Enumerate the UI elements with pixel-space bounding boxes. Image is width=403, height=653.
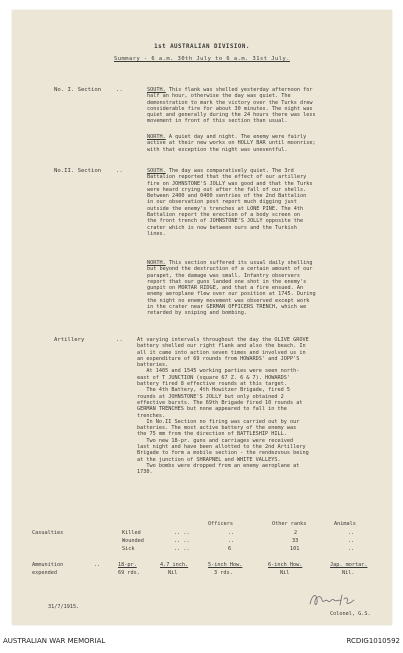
leader-dots: ..: [116, 337, 123, 343]
document-title: 1st AUSTRALIAN DIVISION.: [154, 44, 250, 50]
col-header-officers: Officers: [208, 521, 233, 527]
ammo-value-18pr: 69 rds.: [118, 570, 140, 576]
wounded-animals: ..: [348, 538, 355, 544]
ammo-header-18pr: 18-pr.: [118, 562, 137, 568]
sick-animals: ..: [348, 546, 355, 552]
ammo-value-47inch: Nil: [168, 570, 178, 576]
ammo-value-5inch-how: 3 rds.: [214, 570, 233, 576]
subheading-south: SOUTH.: [147, 168, 166, 174]
section-2-south-body: The day was comparatively quiet. The 3rd Battalion reported that the effect of our artillery fire on JOHNSTONE'S JOLLY was good and that the Turks were heard crying out after the fall of our shells. Between 2400 and 0400 sentries of the 2nd Battalion in our observation post report much digging just outside the enemy's trenches at LONE PINE. The 4th Battalion report the erection of a body screen on the front trench of JOHNSTONE'S JOLLY opposite the crater which is now between ours and the Turkish lines.: [147, 168, 313, 237]
section-1-south-body: This flank was shelled yesterday afternoon for half an hour, otherwise the day was quiet. The demonstration to mark the victory over the Turks drew considerable fire for about 30 minutes. The night was quiet and generally during the 24 hours there was less movement in front of this section than usual.: [147, 87, 316, 125]
row-label-sick: Sick: [122, 546, 135, 552]
wounded-officers: ..: [228, 538, 235, 544]
section-label: No. I. Section: [54, 87, 102, 93]
leader-dots: .. ..: [174, 538, 190, 544]
sick-officers: 6: [228, 546, 232, 552]
wounded-other-ranks: 33: [292, 538, 299, 544]
ammo-header-5inch-how: 5-inch How.: [208, 562, 243, 568]
killed-animals: ..: [348, 530, 355, 536]
section-2-north-body: This section suffered its usual daily shelling but beyond the destruction of a certain amount of our parapet, the damage was small. Infantry observers report that our guns landed one shot in the enemy's gunpit on MORTAR RIDGE, and that a fire ensued. An enemy aeroplane flew over our position at 1745. During the night no enemy movement was observed except work in the crater near GERMAN OFFICERS TRENCH, which we retarded by sniping and bombing.: [147, 260, 316, 317]
document-date: 31/7/1915.: [48, 604, 80, 610]
subheading-north: NORTH.: [147, 134, 166, 140]
ammo-header-47inch: 4.7 inch.: [160, 562, 189, 568]
row-label-killed: Killed: [122, 530, 141, 536]
col-header-other-ranks: Other ranks: [272, 521, 307, 527]
section-2-south-text: [147, 168, 387, 237]
handwritten-signature: [306, 589, 361, 611]
ammo-value-6inch-how: Nil: [280, 570, 290, 576]
sick-other-ranks: 101: [290, 546, 300, 552]
leader-dots: ..: [116, 87, 123, 93]
ammo-header-6inch-how: 6-inch How.: [268, 562, 303, 568]
section-2-north-text: [147, 260, 387, 317]
section-1-north-text: [147, 134, 387, 153]
killed-other-ranks: 2: [294, 530, 298, 536]
leader-dots: ..: [94, 562, 101, 568]
subheading-south: SOUTH.: [147, 87, 166, 93]
ammo-value-jap-mortar: Nil.: [342, 570, 355, 576]
section-1-north-body: A quiet day and night. The enemy were fairly active at their new works on HOLLY BAR until moonrise; with that exception the night was uneventful.: [147, 134, 316, 153]
archive-reference: RCDIG1010592: [346, 637, 400, 645]
col-header-animals: Animals: [334, 521, 356, 527]
signatory-rank: Colonel, G.S.: [330, 611, 371, 617]
leader-dots: ..: [116, 168, 123, 174]
leader-dots: .. ..: [174, 546, 190, 552]
document-summary-line: Summary - 6 a.m. 30th July to 6 a.m. 31st July.: [113, 56, 291, 62]
row-label-wounded: Wounded: [122, 538, 144, 544]
archive-credit: AUSTRALIAN WAR MEMORIAL: [3, 637, 106, 645]
casualties-label: Casualties: [32, 530, 64, 536]
section-label: No.II. Section: [54, 168, 102, 174]
ammo-header-jap-mortar: Jap. mortar.: [330, 562, 368, 568]
leader-dots: .. ..: [174, 530, 190, 536]
section-label: Artillery: [54, 337, 85, 343]
ammunition-label: Ammunition: [32, 562, 64, 568]
document-page: [12, 10, 392, 625]
subheading-north: NORTH.: [147, 260, 166, 266]
section-1-south-text: [147, 87, 387, 125]
artillery-text: At varying intervals throughout the day the OLIVE GROVE battery shelled our right flank and also the beach. In all it came into action seven times and involved us in an expenditure of 69 rounds from HOWARDS' and JOPP'S batteries. At 1405 and 1545 working parties were seen north- east of T JUNCTION (square 67 Z. 6 & 7). HOWARDS' battery fired 8 effective rounds at this target. The 4th Battery, 4th Howitzer Brigade, fired 5 rounds at JOHNSTONE'S JOLLY but only obtained 2 effective bursts. The 69th Brigade fired 10 rounds at GERMAN TRENCHES but none appeared to fall in the trenches. In No.II Section no firing was carried out by our batteries. The most active battery of the enemy was the 75 mm from the direction of BATTLESHIP HILL. Two new 18-pr. guns and carriages were received last night and have been allotted to the 2nd Artillery Brigade to form a mobile section - the rendezvous being at the junction of SHRAPNEL and WHITE VALLEYS. Two bombs were dropped from an enemy aeroplane at 1730.: [137, 337, 309, 476]
ammunition-label-2: expended: [32, 570, 57, 576]
killed-officers: ..: [228, 530, 235, 536]
